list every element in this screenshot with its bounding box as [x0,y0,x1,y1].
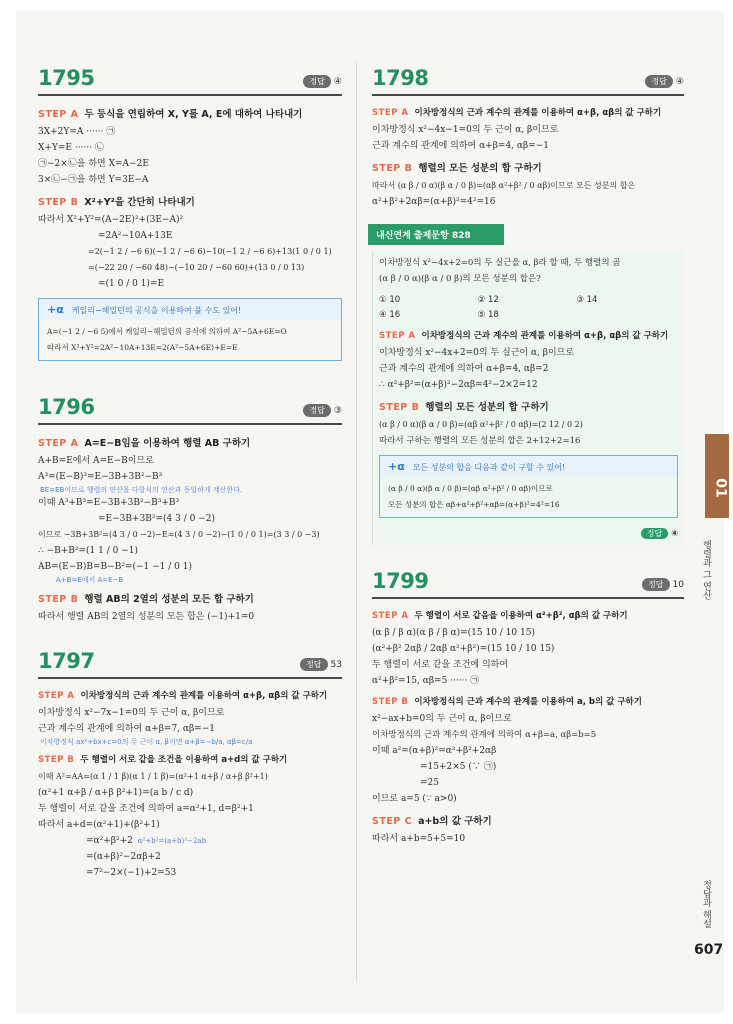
answer-label: 정답 [642,578,669,591]
answer-label: 정답 [645,75,672,88]
step-title: 이차방정식의 근과 계수의 관계를 이용하여 α+β, αβ의 값 구하기 [80,691,328,701]
left-column [38,60,342,881]
tip-header [380,456,677,477]
answer-badge [642,578,684,591]
answer-label: 정답 [641,528,668,539]
answer-label: 정답 [303,75,330,88]
solution-line: 따라서 (α β / 0 α)(β α / 0 β)=(αβ α²+β² / 0 αβ)이므로 모든 성분의 합은 [372,181,636,190]
step-title: 두 행렬이 서로 같을 조건을 이용하여 a+d의 값 구하기 [80,755,288,765]
answer-label: 정답 [300,658,327,671]
solution-line: =25 [420,778,439,788]
chapter-tab [705,434,729,518]
solution-line: 근과 계수의 관계에 의하여 α+β=4, αβ=2 [379,364,549,374]
solution-line: ∴ −B+B²=(1 1 / 0 −1) [38,546,138,556]
step-label: STEP B [372,163,413,174]
solution-line: ㉠−2×㉡을 하면 X=A−2E [38,159,149,169]
answer-badge [379,528,678,539]
solution-line: 이때 A²=AA=(α 1 / 1 β)(α 1 / 1 β)=(α²+1 α+β / α+β β²+1) [38,772,268,781]
solution-text: =α²+β²+2 [86,836,133,846]
solution-line [38,833,342,849]
problem-header-1795 [38,60,342,96]
solution-line: 이므로 −3B+3B²=(4 3 / 0 −2)−E=(4 3 / 0 −2)−(1 0 / 0 1)=(3 3 / 0 −3) [38,530,320,539]
problem-header-1797 [38,643,342,679]
step-label: STEP A [38,109,79,120]
tip-line: 따라서 X²+Y²=2A²−10A+13E=2(A²−5A+6E)+E=E [47,343,238,352]
problem-header-1796 [38,389,342,425]
problem-header-1799 [372,563,684,599]
step-heading [38,753,342,765]
step-heading [372,160,684,174]
solution-line: α²+β²+2αβ=(α+β)²=4²=16 [372,197,496,207]
tip-header [39,299,341,320]
answer-label: 정답 [303,404,330,417]
solution-line: =(1 0 / 0 1)=E [98,279,165,289]
step-label: STEP C [372,816,413,827]
answer-value: ④ [333,77,342,87]
linked-problem [372,251,684,545]
solution-line: 두 행렬이 서로 같을 조건에 의하여 [372,660,509,670]
tip-line: 모든 성분의 합은 αβ+α²+β²+αβ=(α+β)²=4²=16 [388,500,560,509]
choice: ④ 16 [379,310,401,320]
step-label: STEP B [372,697,409,707]
problem-number: 1795 [38,66,95,90]
step-title: A=E−B임을 이용하여 행렬 AB 구하기 [84,438,251,449]
plus-alpha-icon: +α [47,303,64,316]
step-title: 이차방정식의 근과 계수의 관계를 이용하여 α+β, αβ의 값 구하기 [421,331,669,341]
solution-line: X+Y=E ······ ㉡ [38,143,104,153]
step-heading [38,194,342,208]
solution-line: 이차방정식 x²−7x−1=0의 두 근이 α, β이므로 [38,708,225,718]
solution-line: =15+2×5 (∵ ㉠) [420,762,497,772]
step-heading [372,695,684,707]
linked-problem-badge: 내신연계 출제문항 828 [368,224,504,245]
solution-line: 근과 계수의 관계에 의하여 α+β=4, αβ=−1 [372,141,549,151]
answer-value: ④ [671,529,678,538]
step-title: 이차방정식의 근과 계수의 관계를 이용하여 a, b의 값 구하기 [414,697,642,707]
solution-line: α²+β²=15, αβ=5 ······ ㉠ [372,676,480,686]
solution-line: 따라서 X²+Y²=(A−2E)²+(3E−A)² [38,215,184,225]
problem-number: 1797 [38,649,95,673]
solution-line: 이므로 a=5 (∵ a>0) [372,794,457,804]
solution-line: 이차방정식 x²−4x+2=0의 두 실근이 α, β이므로 [379,348,575,358]
side-note: BE=EB이므로 행렬의 연산을 다항식의 연산과 동일하게 계산한다. [40,486,243,494]
answer-value: ④ [675,77,684,87]
step-heading [372,813,684,827]
step-label: STEP A [38,691,75,701]
step-heading [379,399,678,413]
question-line: 이차방정식 x²−4x+2=0의 두 실근을 α, β라 할 때, 두 행렬의 곱 [379,258,621,268]
step-label: STEP A [38,438,79,449]
solution-line: ∴ α²+β²=(α+β)²−2αβ=4²−2×2=12 [379,380,538,390]
solution-line: 이때 a²=(α+β)²=α²+β²+2αβ [372,746,497,756]
chapter-number: 01 [712,478,729,498]
tip-box [38,298,342,361]
problem-header-1798 [372,60,684,96]
solution-line: 근과 계수의 관계에 의하여 α+β=7, αβ=−1 [38,724,215,734]
choice: ③ 14 [576,295,598,305]
solution-line: =(α+β)²−2αβ+2 [86,852,161,862]
column-divider [356,62,357,982]
solution-line: 이차방정식의 근과 계수의 관계에 의하여 α+β=a, αβ=b=5 [372,730,597,740]
problem-number: 1799 [372,569,429,593]
solution-line: (α β / β α)(α β / β α)=(15 10 / 10 15) [372,628,535,638]
tip-body [39,320,341,360]
answer-badge [303,75,342,88]
step-title: 이차방정식의 근과 계수의 관계를 이용하여 α+β, αβ의 값 구하기 [414,108,662,118]
step-title: 행렬의 모든 성분의 합 구하기 [418,163,542,174]
problem-number: 1796 [38,395,95,419]
answers-label: 정답과 해설 [701,880,711,928]
answer-value: ③ [333,406,342,416]
step-title: 행렬의 모든 성분의 합 구하기 [425,402,549,413]
step-label: STEP A [372,611,409,621]
step-heading [379,329,678,341]
choice: ⑤ 18 [477,310,499,320]
step-heading [372,106,684,118]
answer-value: 53 [330,660,342,670]
tip-title: 모든 성분의 합을 다음과 같이 구할 수 있어! [412,463,566,472]
solution-line: =7²−2×(−1)+2=53 [86,868,177,878]
solution-line: 따라서 구하는 행렬의 모든 성분의 합은 2+12+2=16 [379,436,581,446]
solution-line: =2(−1 2 / −6 6)(−1 2 / −6 6)−10(−1 2 / −6 6)+13(1 0 / 0 1) [88,247,332,256]
answer-badge [303,404,342,417]
right-column [372,60,684,847]
step-label: STEP B [38,594,79,605]
step-title: 행렬 AB의 2열의 성분의 모든 합 구하기 [84,594,254,605]
tip-title: 케일리−해밀턴의 공식을 이용하여 풀 수도 있어! [71,306,242,315]
solution-line: 따라서 a+b=5+5=10 [372,834,466,844]
tip-body [380,477,677,517]
solution-line: 두 행렬이 서로 같을 조건에 의하여 a=α²+1, d=β²+1 [38,804,254,814]
solution-line: 따라서 행렬 AB의 2열의 성분의 모든 합은 (−1)+1=0 [38,612,255,622]
step-title: X²+Y²을 간단히 나타내기 [84,197,195,208]
step-label: STEP A [372,108,409,118]
answer-badge [645,75,684,88]
step-label: STEP B [38,755,75,765]
tip-line: (α β / 0 α)(β α / 0 β)=(αβ α²+β² / 0 αβ)이므로 [388,484,553,493]
solution-line: (α²+1 α+β / α+β β²+1)=(a b / c d) [38,788,194,798]
answer-badge [300,658,342,671]
solution-line: =E−3B+3B²=(4 3 / 0 −2) [98,514,215,524]
step-heading [38,435,342,449]
tip-box [379,455,678,518]
choice-list [379,293,678,323]
chapter-title: 행렬과 그 연산 [701,540,711,600]
page-number: 607 [694,942,724,958]
solution-line: 3×㉡−㉠을 하면 Y=3E−A [38,175,149,185]
choice: ① 10 [379,295,401,305]
solution-line: A³=(E−B)³=E−3B+3B²−B³ [38,472,163,482]
solution-line: (α β / 0 α)(β α / 0 β)=(αβ α²+β² / 0 αβ)=(2 12 / 0 2) [379,420,583,429]
side-note: A+B=E에서 A=E−B [56,576,124,584]
side-note: α²+b²=(a+b)²−2ab [137,837,207,845]
question-line: (α β / 0 α)(β α / 0 β)의 모든 성분의 합은? [379,274,541,284]
problem-number: 1798 [372,66,429,90]
solution-line: 따라서 a+d=(α²+1)+(β²+1) [38,820,160,830]
plus-alpha-icon: +α [388,460,405,473]
step-label: STEP A [379,331,416,341]
side-note: 이차방정식 ax²+bx+c=0의 두 근이 α, β이면 α+β=−b/a, αβ=c/a [40,738,253,746]
solution-line: A+B=E에서 A=E−B이므로 [38,456,154,466]
solution-line: (α²+β² 2αβ / 2αβ α²+β²)=(15 10 / 10 15) [372,644,555,654]
step-title: 두 행렬이 서로 같음을 이용하여 α²+β², αβ의 값 구하기 [414,611,628,621]
step-heading [38,689,342,701]
step-title: 두 등식을 연립하여 X, Y를 A, E에 대하여 나타내기 [84,109,303,120]
step-heading [38,106,342,120]
step-heading [38,591,342,605]
answer-value: 10 [672,580,684,590]
step-label: STEP B [38,197,79,208]
solution-line: =(−22 20 / −60 48)−(−10 20 / −60 60)+(13 0 / 0 13) [88,263,305,272]
solution-line: x²−ax+b=0의 두 근이 α, β이므로 [372,714,512,724]
tip-line: A=(−1 2 / −6 5)에서 케일리−해밀턴의 공식에 의하여 A²−5A+6E=O [47,327,287,336]
solution-line: AB=(E−B)B=B−B²=(−1 −1 / 0 1) [38,562,192,572]
solution-line: 이차방정식 x²−4x−1=0의 두 근이 α, β이므로 [372,125,559,135]
solution-line: 이때 A³+B³=E−3B+3B²−B³+B³ [38,498,180,508]
step-label: STEP B [379,402,420,413]
choice: ② 12 [477,295,499,305]
step-heading [372,609,684,621]
solution-line: 3X+2Y=A ······ ㉠ [38,127,116,137]
step-title: a+b의 값 구하기 [418,816,492,827]
solution-line: =2A²−10A+13E [98,231,173,241]
